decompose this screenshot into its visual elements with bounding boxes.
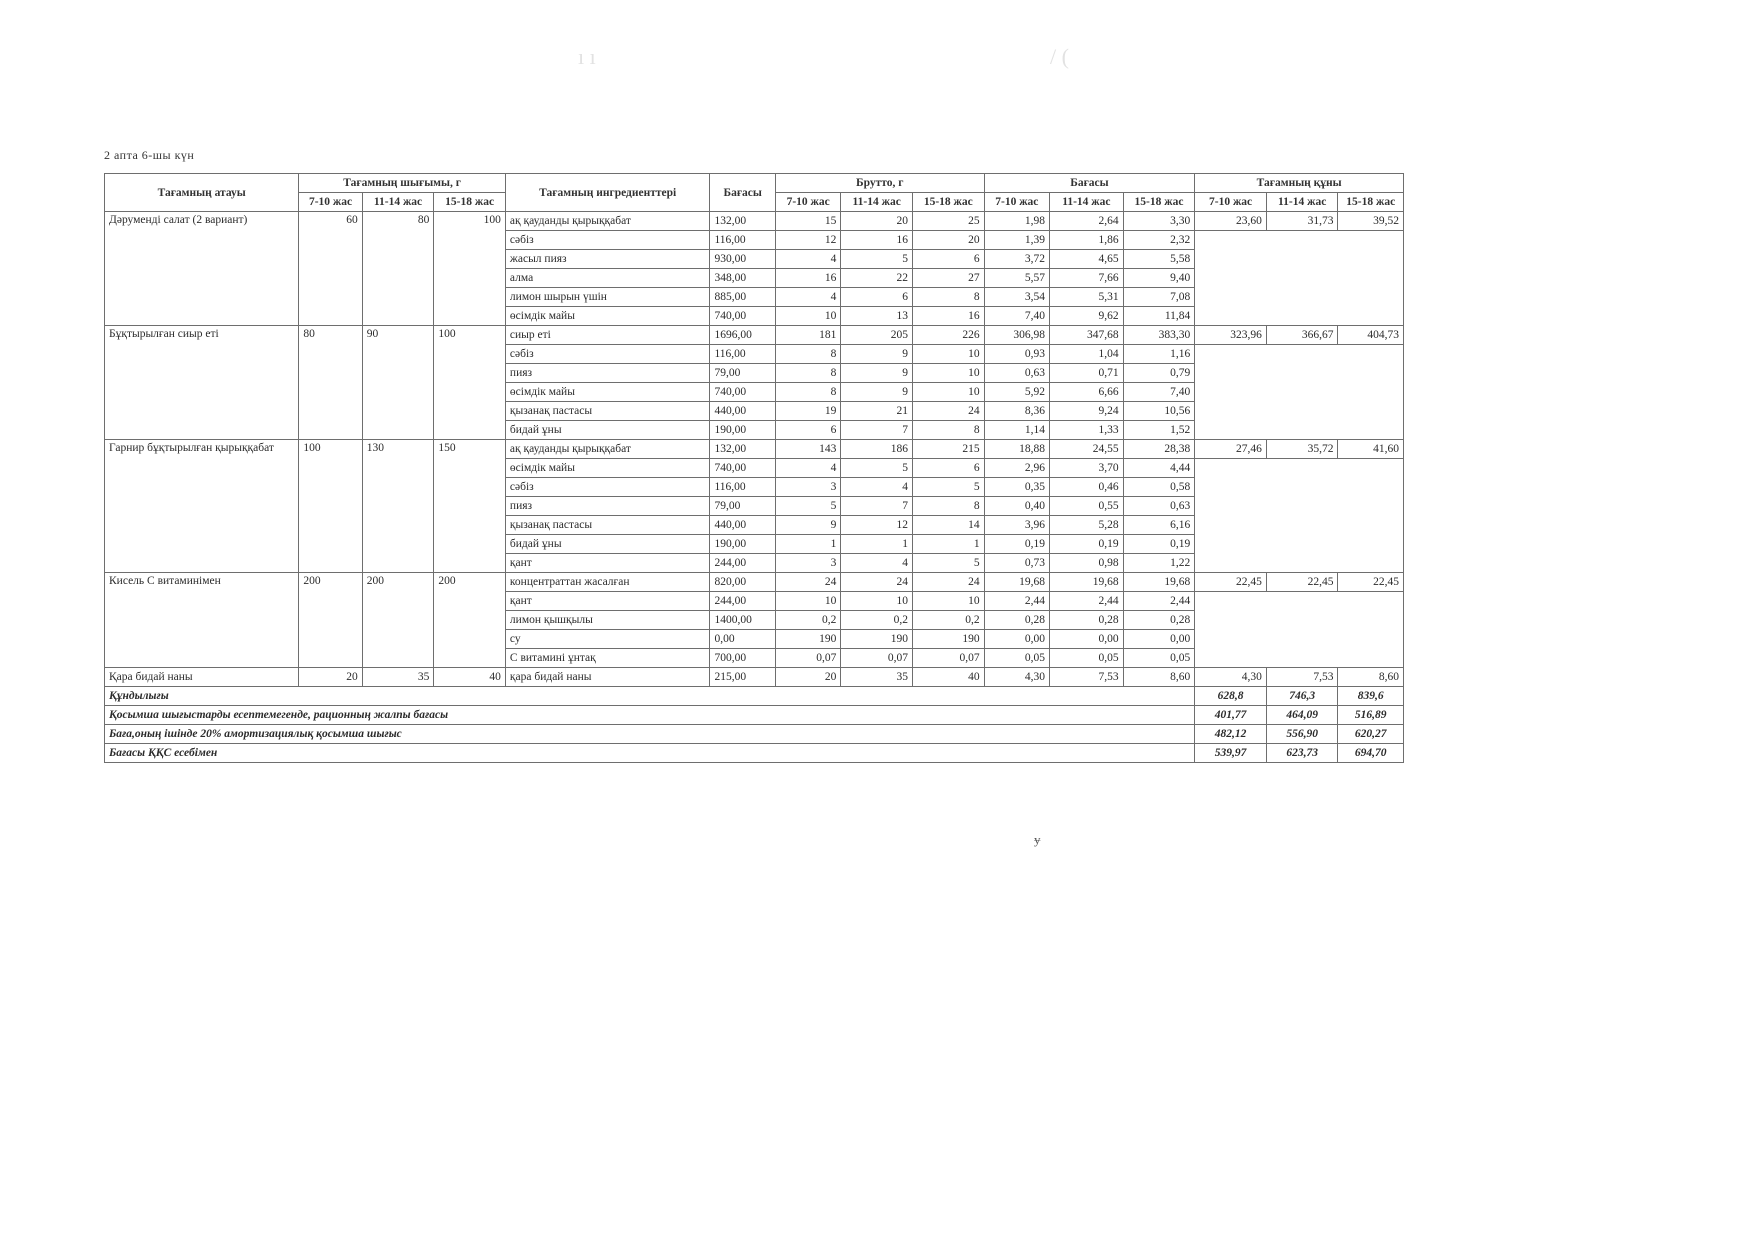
cost-value: 0,00 <box>984 630 1049 649</box>
ingredient-price: 930,00 <box>710 250 775 269</box>
ingredient-name: қант <box>505 592 710 611</box>
cost-value: 5,58 <box>1123 250 1195 269</box>
brutto-value: 7 <box>841 421 913 440</box>
cost-value: 9,62 <box>1050 307 1124 326</box>
brutto-value: 10 <box>912 345 984 364</box>
empty-cell <box>1195 231 1404 326</box>
brutto-value: 24 <box>841 573 913 592</box>
dish-name: Дәрумендi салат (2 вариант) <box>105 212 299 326</box>
brutto-value: 14 <box>912 516 984 535</box>
brutto-value: 143 <box>775 440 840 459</box>
cost-value: 1,22 <box>1123 554 1195 573</box>
dish-total: 366,67 <box>1266 326 1338 345</box>
empty-cell <box>1195 459 1404 573</box>
brutto-value: 0,07 <box>841 649 913 668</box>
ingredient-name: сиыр еті <box>505 326 710 345</box>
ingredient-price: 116,00 <box>710 478 775 497</box>
summary-value: 401,77 <box>1195 706 1267 725</box>
brutto-value: 6 <box>841 288 913 307</box>
brutto-value: 25 <box>912 212 984 231</box>
cost-value: 19,68 <box>984 573 1049 592</box>
output-value: 100 <box>299 440 362 573</box>
brutto-value: 10 <box>912 364 984 383</box>
ingredient-name: қызанақ пастасы <box>505 516 710 535</box>
page-title: 2 апта 6-шы күн <box>104 148 195 162</box>
ingredient-name: лимон шырын үшін <box>505 288 710 307</box>
cost-value: 8,60 <box>1123 668 1195 687</box>
brutto-value: 4 <box>775 250 840 269</box>
brutto-value: 1 <box>912 535 984 554</box>
summary-value: 556,90 <box>1266 725 1338 744</box>
cost-value: 0,05 <box>984 649 1049 668</box>
ingredient-price: 79,00 <box>710 497 775 516</box>
cost-value: 6,66 <box>1050 383 1124 402</box>
brutto-value: 3 <box>775 554 840 573</box>
cost-value: 5,31 <box>1050 288 1124 307</box>
cost-value: 3,30 <box>1123 212 1195 231</box>
ingredient-name: ақ қауданды қырыққабат <box>505 440 710 459</box>
cost-value: 2,96 <box>984 459 1049 478</box>
brutto-value: 8 <box>912 497 984 516</box>
cost-value: 1,14 <box>984 421 1049 440</box>
ingredient-name: пияз <box>505 497 710 516</box>
cost-value: 383,30 <box>1123 326 1195 345</box>
header-cost: Бағасы <box>984 174 1195 193</box>
brutto-value: 5 <box>912 478 984 497</box>
dish-total: 22,45 <box>1195 573 1267 592</box>
cost-value: 0,19 <box>1123 535 1195 554</box>
ingredient-name: С витамині ұнтақ <box>505 649 710 668</box>
cost-value: 3,72 <box>984 250 1049 269</box>
ingredient-price: 440,00 <box>710 402 775 421</box>
cost-value: 0,93 <box>984 345 1049 364</box>
ingredient-price: 740,00 <box>710 307 775 326</box>
cost-value: 3,70 <box>1050 459 1124 478</box>
brutto-value: 4 <box>841 478 913 497</box>
bread-row-group <box>105 668 1404 687</box>
ingredient-price: 79,00 <box>710 364 775 383</box>
brutto-value: 190 <box>841 630 913 649</box>
ingredient-price: 190,00 <box>710 421 775 440</box>
ingredient-price: 190,00 <box>710 535 775 554</box>
header-price: Бағасы <box>710 174 775 212</box>
brutto-value: 10 <box>912 592 984 611</box>
brutto-value: 10 <box>775 592 840 611</box>
brutto-value: 6 <box>912 250 984 269</box>
cost-value: 7,66 <box>1050 269 1124 288</box>
table-row <box>105 212 1404 231</box>
dish-total: 22,45 <box>1266 573 1338 592</box>
brutto-value: 181 <box>775 326 840 345</box>
brutto-value: 205 <box>841 326 913 345</box>
ingredient-name: өсімдік майы <box>505 307 710 326</box>
summary-label: Баға,оның ішінде 20% амортизациялық қосымша шығыс <box>105 725 1195 744</box>
cost-value: 0,19 <box>1050 535 1124 554</box>
table-body <box>105 212 1404 668</box>
cost-value: 19,68 <box>1123 573 1195 592</box>
cost-value: 347,68 <box>1050 326 1124 345</box>
cost-value: 0,63 <box>1123 497 1195 516</box>
cost-value: 28,38 <box>1123 440 1195 459</box>
cost-value: 1,04 <box>1050 345 1124 364</box>
brutto-value: 8 <box>775 345 840 364</box>
header-age: 11-14 жас <box>841 193 913 212</box>
ingredient-name: алма <box>505 269 710 288</box>
brutto-value: 8 <box>912 421 984 440</box>
brutto-value: 9 <box>775 516 840 535</box>
header-dish-cost: Тағамның құны <box>1195 174 1404 193</box>
cost-value: 0,73 <box>984 554 1049 573</box>
brutto-value: 0,07 <box>775 649 840 668</box>
brutto-value: 10 <box>775 307 840 326</box>
empty-cell <box>1195 345 1404 440</box>
header-age: 7-10 жас <box>299 193 362 212</box>
ingredient-price: 440,00 <box>710 516 775 535</box>
brutto-value: 3 <box>775 478 840 497</box>
brutto-value: 5 <box>841 250 913 269</box>
header-dish-name: Тағамның атауы <box>105 174 299 212</box>
cost-value: 24,55 <box>1050 440 1124 459</box>
cost-value: 0,00 <box>1123 630 1195 649</box>
cost-value: 1,33 <box>1050 421 1124 440</box>
cost-value: 1,39 <box>984 231 1049 250</box>
header-age: 15-18 жас <box>1338 193 1404 212</box>
brutto-value: 1 <box>775 535 840 554</box>
dish-total: 31,73 <box>1266 212 1338 231</box>
summary-value: 464,09 <box>1266 706 1338 725</box>
cost-value: 2,44 <box>984 592 1049 611</box>
brutto-value: 10 <box>912 383 984 402</box>
summary-value: 516,89 <box>1338 706 1404 725</box>
dish-name: Гарнир бұқтырылған қырыққабат <box>105 440 299 573</box>
brutto-value: 4 <box>841 554 913 573</box>
summary-label: Қосымша шығыстарды есептемегенде, рационның жалпы бағасы <box>105 706 1195 725</box>
brutto-value: 16 <box>912 307 984 326</box>
output-value: 200 <box>362 573 434 668</box>
ingredient-price: 116,00 <box>710 231 775 250</box>
output-value: 200 <box>299 573 362 668</box>
cost-value: 5,28 <box>1050 516 1124 535</box>
menu-cost-table <box>104 173 1404 763</box>
cost-value: 0,00 <box>1050 630 1124 649</box>
ingredient-price: 0,00 <box>710 630 775 649</box>
ingredient-price: 740,00 <box>710 383 775 402</box>
ingredient-name: сәбіз <box>505 478 710 497</box>
ingredient-name: сәбіз <box>505 345 710 364</box>
brutto-value: 16 <box>775 269 840 288</box>
ingredient-price: 885,00 <box>710 288 775 307</box>
ingredient-name: қант <box>505 554 710 573</box>
summary-row <box>105 706 1404 725</box>
brutto-value: 186 <box>841 440 913 459</box>
cost-value: 0,71 <box>1050 364 1124 383</box>
output-value: 150 <box>434 440 506 573</box>
cost-value: 2,32 <box>1123 231 1195 250</box>
header-age: 15-18 жас <box>912 193 984 212</box>
brutto-value: 20 <box>841 212 913 231</box>
brutto-value: 35 <box>841 668 913 687</box>
dish-total: 4,30 <box>1195 668 1267 687</box>
brutto-value: 12 <box>775 231 840 250</box>
brutto-value: 5 <box>841 459 913 478</box>
cost-value: 2,44 <box>1050 592 1124 611</box>
brutto-value: 24 <box>775 573 840 592</box>
cost-value: 4,30 <box>984 668 1049 687</box>
ingredient-price: 244,00 <box>710 554 775 573</box>
dish-total: 35,72 <box>1266 440 1338 459</box>
ingredient-name: су <box>505 630 710 649</box>
cost-value: 0,05 <box>1050 649 1124 668</box>
cost-value: 5,92 <box>984 383 1049 402</box>
ingredient-name: бидай ұны <box>505 421 710 440</box>
output-value: 200 <box>434 573 506 668</box>
header-brutto: Брутто, г <box>775 174 984 193</box>
cost-value: 0,55 <box>1050 497 1124 516</box>
cost-value: 3,54 <box>984 288 1049 307</box>
ingredient-price: 740,00 <box>710 459 775 478</box>
dish-name: Қара бидай наны <box>105 668 299 687</box>
cost-value: 10,56 <box>1123 402 1195 421</box>
brutto-value: 21 <box>841 402 913 421</box>
brutto-value: 15 <box>775 212 840 231</box>
dish-total: 22,45 <box>1338 573 1404 592</box>
cost-value: 0,79 <box>1123 364 1195 383</box>
ingredient-name: өсімдік майы <box>505 383 710 402</box>
brutto-value: 0,2 <box>775 611 840 630</box>
cost-value: 7,08 <box>1123 288 1195 307</box>
cost-value: 1,86 <box>1050 231 1124 250</box>
scan-mark: / ( <box>1050 44 1069 69</box>
dish-name: Бұқтырылған сиыр еті <box>105 326 299 440</box>
output-value: 130 <box>362 440 434 573</box>
brutto-value: 4 <box>775 288 840 307</box>
summary-value: 839,6 <box>1338 687 1404 706</box>
header-age: 11-14 жас <box>362 193 434 212</box>
ingredient-name: өсімдік майы <box>505 459 710 478</box>
cost-value: 9,40 <box>1123 269 1195 288</box>
summary-value: 482,12 <box>1195 725 1267 744</box>
cost-value: 19,68 <box>1050 573 1124 592</box>
brutto-value: 190 <box>775 630 840 649</box>
brutto-value: 6 <box>912 459 984 478</box>
brutto-value: 6 <box>775 421 840 440</box>
cost-value: 2,44 <box>1123 592 1195 611</box>
brutto-value: 27 <box>912 269 984 288</box>
cost-value: 11,84 <box>1123 307 1195 326</box>
header-age: 15-18 жас <box>1123 193 1195 212</box>
dish-total: 27,46 <box>1195 440 1267 459</box>
dish-total: 323,96 <box>1195 326 1267 345</box>
brutto-value: 24 <box>912 573 984 592</box>
output-value: 20 <box>299 668 362 687</box>
ingredient-name: қызанақ пастасы <box>505 402 710 421</box>
brutto-value: 9 <box>841 364 913 383</box>
scan-mark: ı ı <box>578 44 596 69</box>
table-row <box>105 326 1404 345</box>
output-value: 80 <box>362 212 434 326</box>
cost-value: 0,28 <box>1050 611 1124 630</box>
cost-value: 0,05 <box>1123 649 1195 668</box>
cost-value: 0,40 <box>984 497 1049 516</box>
ingredient-price: 1696,00 <box>710 326 775 345</box>
brutto-value: 4 <box>775 459 840 478</box>
output-value: 40 <box>434 668 506 687</box>
brutto-value: 226 <box>912 326 984 345</box>
brutto-value: 9 <box>841 345 913 364</box>
table-row <box>105 668 1404 687</box>
brutto-value: 12 <box>841 516 913 535</box>
brutto-value: 215 <box>912 440 984 459</box>
cost-value: 7,53 <box>1050 668 1124 687</box>
cost-value: 1,16 <box>1123 345 1195 364</box>
brutto-value: 1 <box>841 535 913 554</box>
header-age: 11-14 жас <box>1266 193 1338 212</box>
dish-total: 23,60 <box>1195 212 1267 231</box>
cost-value: 3,96 <box>984 516 1049 535</box>
cost-value: 4,44 <box>1123 459 1195 478</box>
header-age: 7-10 жас <box>1195 193 1267 212</box>
ingredient-price: 700,00 <box>710 649 775 668</box>
summary-rows <box>105 687 1404 763</box>
summary-value: 539,97 <box>1195 744 1267 763</box>
table-row <box>105 440 1404 459</box>
brutto-value: 40 <box>912 668 984 687</box>
header-age: 15-18 жас <box>434 193 506 212</box>
brutto-value: 9 <box>841 383 913 402</box>
table-row <box>105 573 1404 592</box>
cost-value: 4,65 <box>1050 250 1124 269</box>
cost-value: 18,88 <box>984 440 1049 459</box>
output-value: 100 <box>434 326 506 440</box>
brutto-value: 10 <box>841 592 913 611</box>
dish-total: 404,73 <box>1338 326 1404 345</box>
summary-row <box>105 725 1404 744</box>
ingredient-name: пияз <box>505 364 710 383</box>
empty-cell <box>1195 592 1404 668</box>
summary-label: Құндылығы <box>105 687 1195 706</box>
brutto-value: 24 <box>912 402 984 421</box>
output-value: 35 <box>362 668 434 687</box>
ingredient-name: концентраттан жасалған <box>505 573 710 592</box>
ingredient-price: 820,00 <box>710 573 775 592</box>
cost-value: 1,52 <box>1123 421 1195 440</box>
cost-value: 0,28 <box>984 611 1049 630</box>
cost-value: 5,57 <box>984 269 1049 288</box>
brutto-value: 8 <box>912 288 984 307</box>
brutto-value: 22 <box>841 269 913 288</box>
ingredient-price: 116,00 <box>710 345 775 364</box>
ingredient-name: лимон қышқылы <box>505 611 710 630</box>
summary-value: 694,70 <box>1338 744 1404 763</box>
dish-total: 8,60 <box>1338 668 1404 687</box>
summary-value: 746,3 <box>1266 687 1338 706</box>
ingredient-price: 132,00 <box>710 212 775 231</box>
ingredient-price: 348,00 <box>710 269 775 288</box>
cost-value: 9,24 <box>1050 402 1124 421</box>
cost-value: 0,98 <box>1050 554 1124 573</box>
brutto-value: 13 <box>841 307 913 326</box>
summary-label: Бағасы ҚҚС есебімен <box>105 744 1195 763</box>
brutto-value: 8 <box>775 383 840 402</box>
header-age: 11-14 жас <box>1050 193 1124 212</box>
cost-value: 0,46 <box>1050 478 1124 497</box>
output-value: 100 <box>434 212 506 326</box>
dish-name: Кисель С витаминімен <box>105 573 299 668</box>
header-age: 7-10 жас <box>775 193 840 212</box>
cost-value: 1,98 <box>984 212 1049 231</box>
output-value: 60 <box>299 212 362 326</box>
ingredient-name: бидай ұны <box>505 535 710 554</box>
cost-value: 0,63 <box>984 364 1049 383</box>
dish-total: 41,60 <box>1338 440 1404 459</box>
ingredient-price: 244,00 <box>710 592 775 611</box>
ingredient-name: қара бидай наны <box>505 668 710 687</box>
brutto-value: 8 <box>775 364 840 383</box>
ingredient-price: 215,00 <box>710 668 775 687</box>
header-output: Тағамның шығымы, г <box>299 174 506 193</box>
ingredient-price: 1400,00 <box>710 611 775 630</box>
dish-total: 39,52 <box>1338 212 1404 231</box>
ingredient-name: жасыл пияз <box>505 250 710 269</box>
scan-mark: ɏ <box>1034 832 1041 847</box>
output-value: 80 <box>299 326 362 440</box>
ingredient-name: сәбіз <box>505 231 710 250</box>
brutto-value: 16 <box>841 231 913 250</box>
brutto-value: 0,2 <box>912 611 984 630</box>
header-ingredients: Тағамның ингредиенттері <box>505 174 710 212</box>
brutto-value: 0,07 <box>912 649 984 668</box>
brutto-value: 20 <box>775 668 840 687</box>
cost-value: 0,58 <box>1123 478 1195 497</box>
dish-total: 7,53 <box>1266 668 1338 687</box>
brutto-value: 5 <box>775 497 840 516</box>
cost-value: 0,35 <box>984 478 1049 497</box>
header-age: 7-10 жас <box>984 193 1049 212</box>
ingredient-name: ақ қауданды қырыққабат <box>505 212 710 231</box>
summary-value: 623,73 <box>1266 744 1338 763</box>
output-value: 90 <box>362 326 434 440</box>
brutto-value: 7 <box>841 497 913 516</box>
brutto-value: 5 <box>912 554 984 573</box>
brutto-value: 190 <box>912 630 984 649</box>
summary-row <box>105 744 1404 763</box>
cost-value: 7,40 <box>1123 383 1195 402</box>
cost-value: 8,36 <box>984 402 1049 421</box>
cost-value: 0,19 <box>984 535 1049 554</box>
cost-value: 7,40 <box>984 307 1049 326</box>
brutto-value: 0,2 <box>841 611 913 630</box>
brutto-value: 19 <box>775 402 840 421</box>
cost-value: 6,16 <box>1123 516 1195 535</box>
summary-value: 620,27 <box>1338 725 1404 744</box>
summary-row <box>105 687 1404 706</box>
cost-value: 306,98 <box>984 326 1049 345</box>
cost-value: 2,64 <box>1050 212 1124 231</box>
summary-value: 628,8 <box>1195 687 1267 706</box>
ingredient-price: 132,00 <box>710 440 775 459</box>
cost-value: 0,28 <box>1123 611 1195 630</box>
brutto-value: 20 <box>912 231 984 250</box>
